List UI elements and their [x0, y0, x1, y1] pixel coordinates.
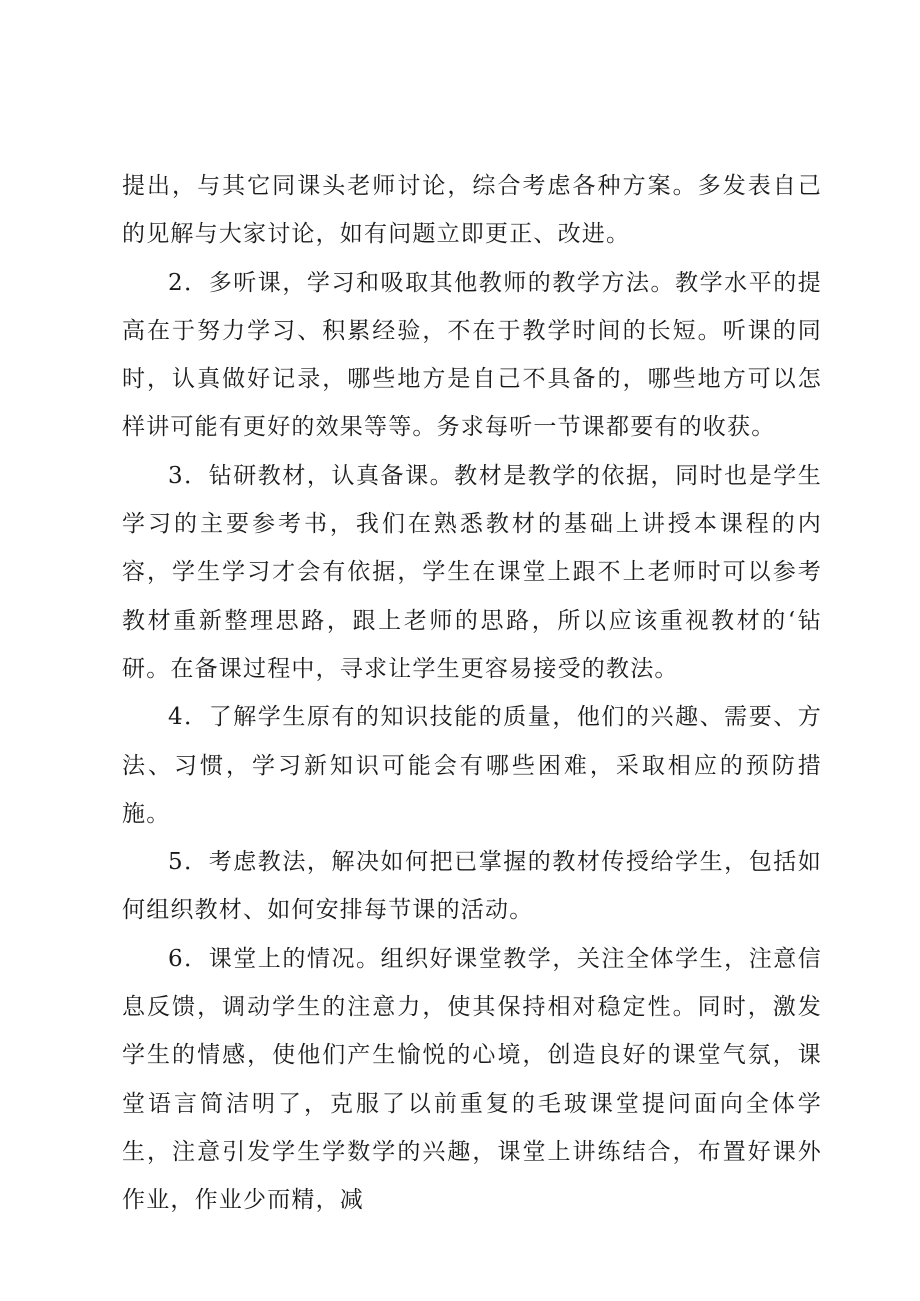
paragraph-continuation: 提出，与其它同课头老师讨论，综合考虑各种方案。多发表自己的见解与大家讨论，如有问题立即更正、改进。 — [122, 173, 822, 248]
paragraph-item-5: 5．考虑教法，解决如何把已掌握的教材传授给学生，包括如何组织教材、如何安排每节课的活动。 — [122, 849, 822, 924]
paragraph-item-2: 2．多听课，学习和吸取其他教师的教学方法。教学水平的提高在于努力学习、积累经验，不在于教学时间的长短。听课的同时，认真做好记录，哪些地方是自己不具备的，哪些地方可以怎样讲可能有更好的效果等等。务求每听一节课都要有的收获。 — [122, 269, 822, 441]
body-text — [122, 162, 822, 1225]
paragraph-item-4: 4．了解学生原有的知识技能的质量，他们的兴趣、需要、方法、习惯，学习新知识可能会有哪些困难，采取相应的预防措施。 — [122, 704, 822, 827]
paragraph-item-6: 6．课堂上的情况。组织好课堂教学，关注全体学生，注意信息反馈，调动学生的注意力，使其保持相对稳定性。同时，激发学生的情感，使他们产生愉悦的心境，创造良好的课堂气氛，课堂语言简洁明了，克服了以前重复的毛玻课堂提问面向全体学生，注意引发学生学数学的兴趣，课堂上讲练结合，布置好课外作业，作业少而精，减 — [122, 945, 822, 1214]
paragraph-item-3: 3．钻研教材，认真备课。教材是教学的依据，同时也是学生学习的主要参考书，我们在熟悉教材的基础上讲授本课程的内容，学生学习才会有依据，学生在课堂上跟不上老师时可以参考教材重新整理思路，跟上老师的思路，所以应该重视教材的‘钻研。在备课过程中，寻求让学生更容易接受的教法。 — [122, 462, 822, 682]
